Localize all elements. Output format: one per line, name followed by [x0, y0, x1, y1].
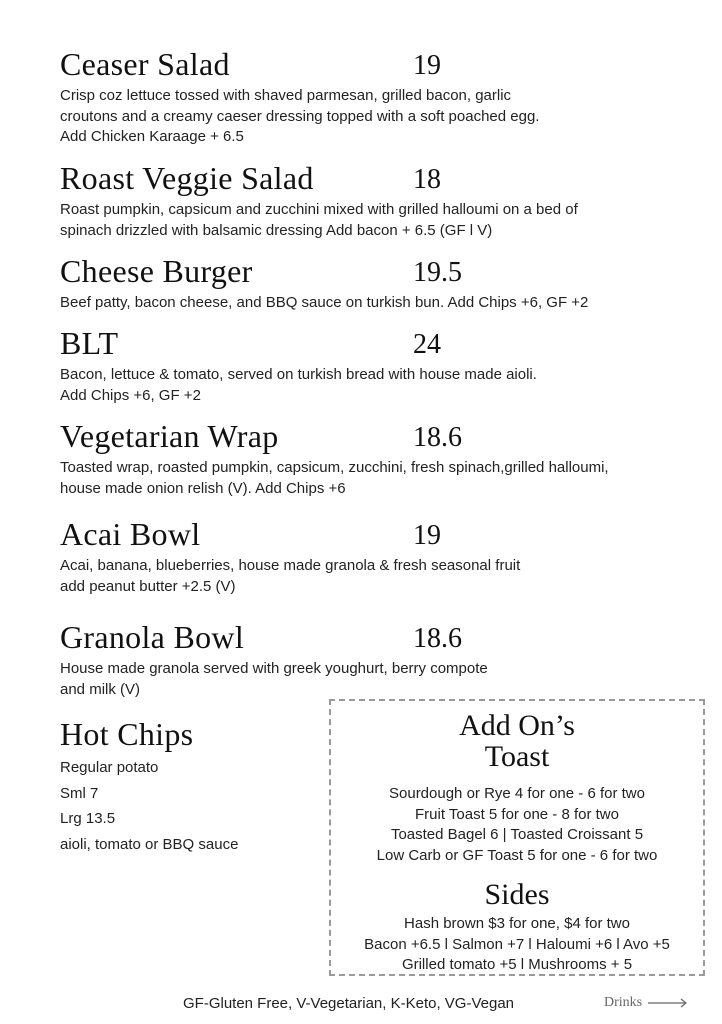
hot-chips-line: aioli, tomato or BBQ sauce: [60, 835, 239, 853]
menu-item-roast-veggie-salad: [60, 160, 578, 241]
add-ons-box: [329, 699, 705, 976]
hot-chips-line: Lrg 13.5: [60, 810, 116, 827]
hot-chips-line: Regular potato: [60, 759, 159, 776]
sides-line: Grilled tomato +5 l Mushrooms + 5: [401, 956, 633, 974]
sides-list: [331, 914, 703, 976]
hot-chips-line: Sml 7: [60, 784, 99, 802]
menu-item-price: 19.5: [413, 257, 462, 288]
menu-item-granola-bowl: [60, 619, 488, 700]
menu-item-description: Roast pumpkin, capsicum and zucchini mixed with grilled halloumi on a bed of spinach drizzled with balsamic dressing Add bacon + 6.5 (GF l V): [60, 201, 578, 239]
menu-item-vegetarian-wrap: [60, 418, 609, 499]
menu-item-price: 18.6: [413, 623, 462, 654]
drinks-label: Drinks: [604, 995, 643, 1010]
toast-line: Toasted Bagel 6 | Toasted Croissant 5: [390, 826, 644, 844]
add-ons-title: Add On’s: [459, 709, 575, 742]
menu-item-blt: [60, 325, 537, 406]
sides-line: Bacon +6.5 l Salmon +7 l Haloumi +6 l Avo +5: [364, 935, 670, 953]
sides-line: Hash brown $3 for one, $4 for two: [404, 914, 630, 932]
menu-item-price: 18.6: [413, 422, 462, 453]
menu-item-price: 24: [413, 329, 441, 360]
hot-chips-title: Hot Chips: [60, 716, 194, 752]
toast-list: [331, 784, 703, 867]
menu-item-price: 18: [413, 164, 441, 195]
toast-line: Low Carb or GF Toast 5 for one - 6 for two: [376, 847, 658, 865]
menu-item-name: Roast Veggie Salad: [60, 160, 314, 196]
toast-line: Fruit Toast 5 for one - 8 for two: [415, 805, 619, 823]
menu-item-name: Vegetarian Wrap: [60, 418, 279, 454]
menu-item-name: Ceaser Salad: [60, 46, 230, 82]
menu-item-name: Granola Bowl: [60, 619, 245, 655]
menu-item-description: House made granola served with greek youghurt, berry compote and milk (V): [60, 660, 488, 698]
dietary-legend: GF-Gluten Free, V-Vegetarian, K-Keto, VG-Vegan: [183, 995, 515, 1012]
drinks-link[interactable]: [604, 995, 688, 1011]
menu-item-name: Acai Bowl: [60, 516, 201, 552]
menu-item-description: Bacon, lettuce & tomato, served on turkish bread with house made aioli. Add Chips +6, GF +2: [60, 366, 537, 404]
menu-item-description: Crisp coz lettuce tossed with shaved parmesan, grilled bacon, garlic croutons and a creamy caeser dressing topped with a soft poached egg. Add Chicken Karaage + 6.5: [60, 87, 540, 145]
menu-item-name: BLT: [60, 325, 119, 361]
menu-item-ceaser-salad: [60, 46, 539, 148]
menu-item-description: Acai, banana, blueberries, house made granola & fresh seasonal fruit add peanut butter +2.5 (V): [60, 557, 521, 595]
menu-item-name: Cheese Burger: [60, 253, 253, 289]
toast-title: Toast: [484, 740, 550, 773]
menu-item-cheese-burger: [60, 253, 588, 314]
menu-item-description: Beef patty, bacon cheese, and BBQ sauce on turkish bun. Add Chips +6, GF +2: [60, 294, 589, 311]
sides-title: Sides: [484, 877, 550, 911]
menu-item-price: 19: [413, 520, 441, 551]
menu-item-description: Toasted wrap, roasted pumpkin, capsicum, zucchini, fresh spinach,grilled halloumi, house made onion relish (V). Add Chips +6: [60, 459, 609, 497]
arrow-right-icon: [648, 998, 688, 1008]
menu-item-acai-bowl: [60, 516, 520, 597]
hot-chips-section: [60, 716, 238, 857]
menu-item-price: 19: [413, 50, 441, 81]
toast-line: Sourdough or Rye 4 for one - 6 for two: [389, 785, 645, 802]
